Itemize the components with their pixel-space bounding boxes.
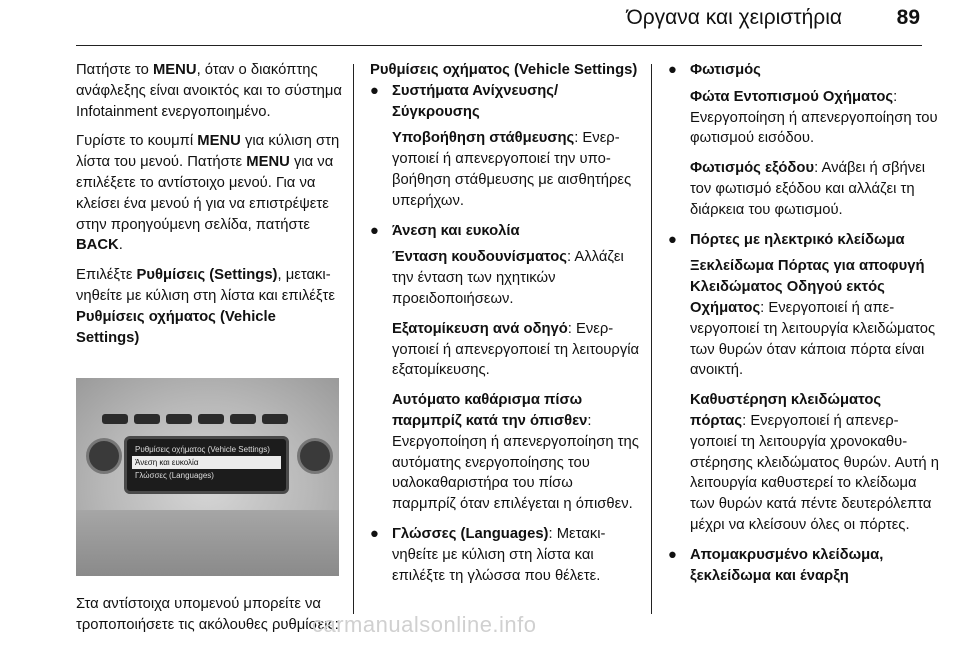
paragraph-menu: Πατήστε το MENU, όταν ο διακόπτης ανάφλεξης είναι ανοικτός και το σύστημα Infotainment ενεργοποιημένο. [76,62,342,120]
column-divider-1 [353,64,354,614]
page-header-title: Όργανα και χειριστήρια [626,6,842,29]
screen-row-selected: Άνεση και ευκολία [132,456,281,469]
column-divider-2 [651,64,652,614]
radio-button-row [102,414,288,424]
bullet-icon: ● [668,62,677,78]
header-rule [76,45,922,46]
column-2 [370,60,640,595]
paragraph-scroll: Γυρίστε το κουμπί MENU για κύλιση στη λίστα του μενού. Πατήστε MENU για να επιλέξετε το αντίστοιχο μενού. Για να κλείσει ένα μενού ή για να επιστρέψετε στην προηγούμενη σελίδα, πατήστε BACK. [76,133,340,254]
dashboard-panel [76,510,339,576]
paragraph-submenus: Στα αντίστοιχα υπομενού μπορείτε να τροποποιήσετε τις ακόλουθες ρυθμίσεις: [76,596,339,634]
bullet-item: ● Άνεση και ευκολία Ένταση κουδουνίσματος: Αλλάζει την ένταση των ηχητικών προειδοποιήσεων. Εξατομίκευση ανά οδηγό: Ενεργοποιεί ή απενεργοποιεί τη λειτουργία εξατομίκευσης. Αυτόματο καθάρισμα πίσω παρμπρίζ κατά την όπισθεν: Ενεργοποίηση ή απενεργοποίηση της αυτόματης ενεργοποίησης του υαλοκαθαριστήρα του πίσω παρμπρίζ όταν επιλέγεται η όπισθεν. [370,222,640,513]
column-3 [668,60,940,595]
paragraph-select: Επιλέξτε Ρυθμίσεις (Settings), μετακινηθείτε με κύλιση στη λίστα και επιλέξτε Ρυθμίσεις οχήματος (Vehicle Settings) [76,267,335,346]
back-key: BACK [76,237,119,254]
bullet-item: ● Συστήματα Ανίχνευσης/ Σύγκρουσης Υποβοήθηση στάθμευσης: Ενεργοποιεί ή απενεργοποιεί την υποβοήθηση στάθμευσης με αισθητήρες υπερήχων. [370,82,632,209]
screen-row: Ρυθμίσεις οχήματος (Vehicle Settings) [135,445,270,455]
right-knob [297,438,333,474]
screen-row: Γλώσσες (Languages) [135,471,214,481]
infotainment-screen [124,436,289,494]
bullet-icon: ● [668,231,677,248]
left-knob [86,438,122,474]
page-number: 89 [896,6,920,29]
bullet-item: ● Απομακρυσμένο κλείδωμα, ξεκλείδωμα και έναρξη [668,546,884,584]
column-1 [76,60,342,645]
bullet-icon: ● [668,546,677,563]
bullet-icon: ● [370,82,379,99]
bullet-item: ● Φωτισμός Φώτα Εντοπισμού Οχήματος: Ενεργοποίηση ή απενεργοποίηση του φωτισμού εισόδου. Φωτισμός εξόδου: Ανάβει ή σβήνει τον φωτισμό εξόδου και αλλάζει τη διάρκεια του φωτισμού. [668,62,938,218]
bullet-item: ● Πόρτες με ηλεκτρικό κλείδωμα Ξεκλείδωμα Πόρτας για αποφυγή Κλειδώματος Οδηγού εκτός Οχήματος: Ενεργοποιεί ή απενεργοποιεί τη λειτουργία κλειδώματος των θυρών όταν κάποια πόρτα είναι ανοικτή. Καθυστέρηση κλειδώματος πόρτας: Ενεργοποιεί ή απενεργοποιεί τη λειτουργία χρονοκαθυστέρησης κλειδώματος θυρών. Αυτή η λειτουργία καθυστερεί το κλείδωμα των θυρών κατά πέντε δευτερόλεπτα μέχρι να κλείσουν όλες οι πόρτες. [668,231,939,533]
bullet-item: ● Γλώσσες (Languages): Μετακινηθείτε με κύλιση στη λίστα και επιλέξτε τη γλώσσα που θέλετε. [370,525,606,584]
bullet-icon: ● [370,525,379,542]
menu-key: MENU [152,62,197,78]
watermark: carmanualsonline.info [312,612,537,637]
bullet-icon: ● [370,222,379,239]
section-heading: Ρυθμίσεις οχήματος (Vehicle Settings) [370,62,638,78]
infotainment-photo [76,378,339,576]
